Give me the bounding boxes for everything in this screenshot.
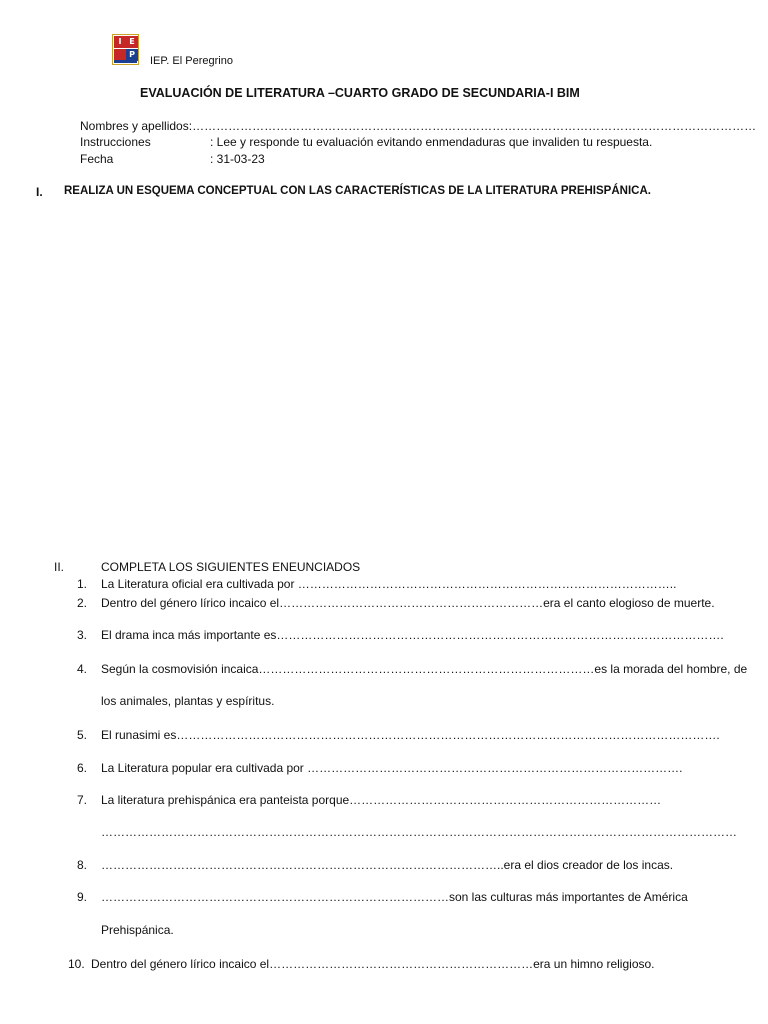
school-logo: I E P — [112, 34, 139, 65]
item-8-text[interactable]: ………………………………………………………………………………………..era el dios creador de los incas. — [101, 858, 674, 872]
section-2-heading: COMPLETA LOS SIGUIENTES ENEUNCIADOS — [101, 560, 361, 574]
section-1-number: I. — [36, 185, 43, 199]
names-label: Nombres y apellidos:…………………………………………………………………………………………………………………………… — [80, 119, 757, 133]
item-3-number: 3. — [77, 628, 88, 642]
item-10-text[interactable]: Dentro del género lírico incaico el…………………………………………………………era un himno religioso. — [91, 957, 655, 971]
item-4-continuation: los animales, plantas y espíritus. — [101, 694, 275, 708]
concept-map-area[interactable] — [36, 205, 736, 545]
item-5-number: 5. — [77, 728, 88, 742]
item-8-number: 8. — [77, 858, 88, 872]
date-label: Fecha — [80, 152, 114, 166]
item-9-continuation: Prehispánica. — [101, 923, 174, 937]
item-7-number: 7. — [77, 793, 88, 807]
item-10-number: 10. — [68, 957, 85, 971]
item-7-continuation[interactable]: …………………………………………………………………………………………………………………………………………… — [101, 825, 737, 839]
item-6-number: 6. — [77, 761, 88, 775]
item-5-text[interactable]: El runasimi es………………………………………………………………………………………………………………………. — [101, 728, 720, 742]
item-4-number: 4. — [77, 662, 88, 676]
item-1-number: 1. — [77, 577, 88, 591]
item-7-text[interactable]: La literatura prehispánica era panteista porque…………………………………………………………………… — [101, 793, 662, 807]
school-name: IEP. El Peregrino — [150, 55, 233, 67]
section-1-heading: REALIZA UN ESQUEMA CONCEPTUAL CON LAS CARACTERÍSTICAS DE LA LITERATURA PREHISPÁNICA. — [64, 185, 651, 197]
item-9-text[interactable]: ……………………………………………………………………………son las culturas más importantes de América — [101, 890, 688, 904]
item-4-text[interactable]: Según la cosmovisión incaica…………………………………………………………………………es la morada del hombre, de — [101, 662, 748, 676]
item-9-number: 9. — [77, 890, 88, 904]
section-2-number: II. — [54, 560, 65, 574]
item-1-text[interactable]: La Literatura oficial era cultivada por ………………………………………………………………………………….. — [101, 577, 677, 591]
item-2-text[interactable]: Dentro del género lírico incaico el…………………………………………………………era el canto elogioso de muerte. — [101, 596, 715, 610]
item-3-text[interactable]: El drama inca más importante es…………………………………………………………………………………………………. — [101, 628, 724, 642]
page-title: EVALUACIÓN DE LITERATURA –CUARTO GRADO DE SECUNDARIA-I BIM — [140, 86, 580, 100]
item-6-text[interactable]: La Literatura popular era cultivada por …………………………………………………………………………………. — [101, 761, 683, 775]
item-2-number: 2. — [77, 596, 88, 610]
instructions-value: : Lee y responde tu evaluación evitando enmendaduras que invaliden tu respuesta. — [210, 135, 653, 149]
names-blank[interactable]: …………………………………………………………………………………………………………………………… — [192, 119, 757, 133]
date-value: : 31-03-23 — [210, 152, 265, 166]
instructions-label: Instrucciones — [80, 135, 151, 149]
